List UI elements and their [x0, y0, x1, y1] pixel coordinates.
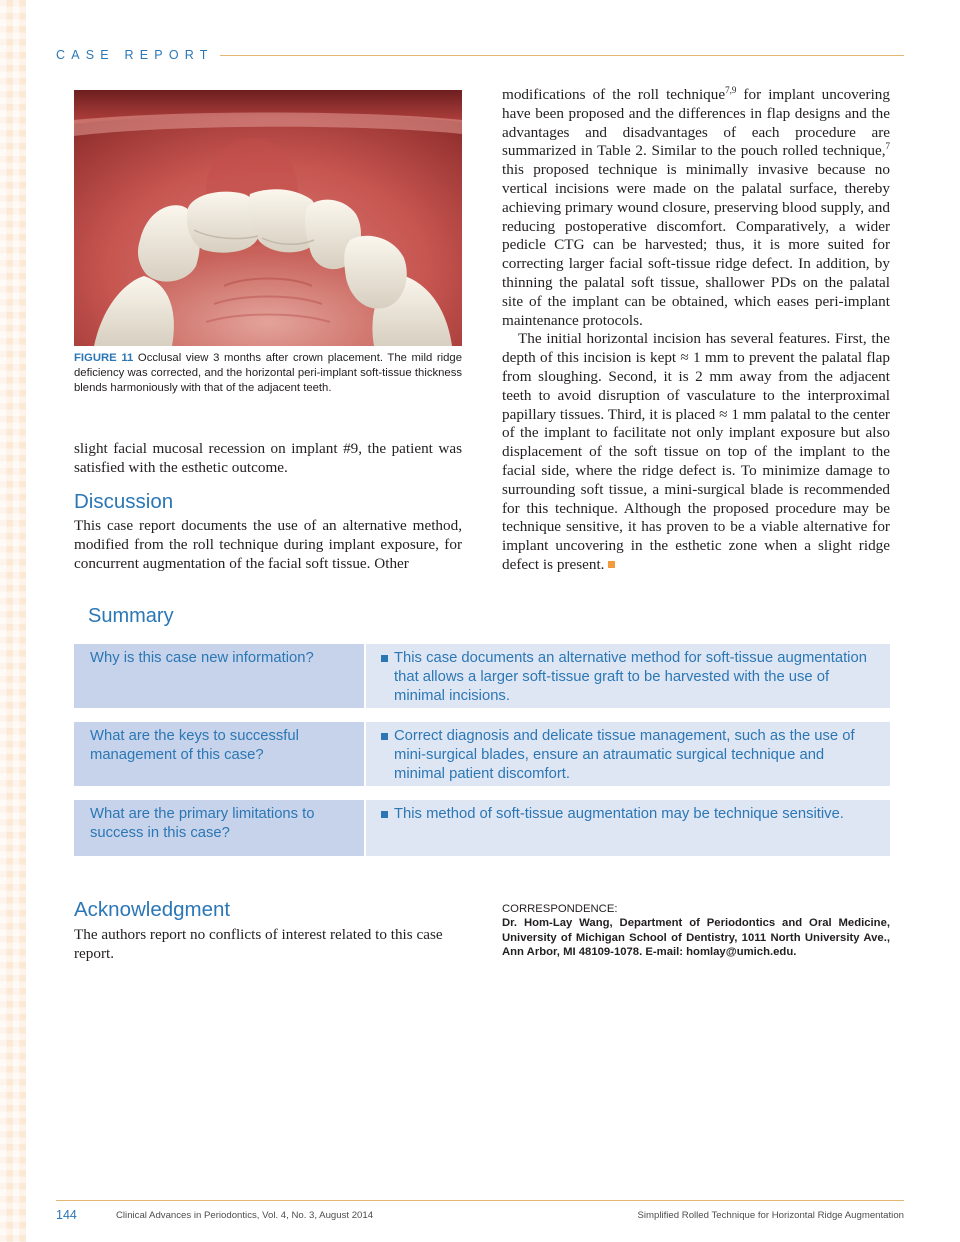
- right-column: [502, 86, 890, 575]
- summary-row: [74, 722, 890, 786]
- summary-answer: Correct diagnosis and delicate tissue management, such as the use of mini-surgical blades, ensure an atraumatic surgical technique and minimal patient discomfort.: [366, 722, 890, 786]
- acknowledgment-heading: Acknowledgment: [74, 898, 231, 921]
- bullet-square-icon: [381, 811, 388, 818]
- summary-heading: Summary: [88, 605, 174, 627]
- bullet-square-icon: [381, 655, 388, 662]
- summary-answer: This method of soft-tissue augmentation may be technique sensitive.: [366, 800, 890, 856]
- citation-ref: 7,9: [725, 84, 737, 95]
- figure-caption: [74, 351, 462, 396]
- running-footer-title: Simplified Rolled Technique for Horizontal Ridge Augmentation: [637, 1210, 904, 1221]
- figure-11-photo: [74, 90, 462, 346]
- correspondence-label: CORRESPONDENCE:: [502, 903, 618, 915]
- left-paragraph-2: This case report documents the use of an alternative method, modified from the roll technique during implant exposure, for concurrent augmentation of the facial soft tissue. Other: [74, 517, 462, 572]
- citation-ref: 7: [885, 141, 890, 152]
- bullet-square-icon: [381, 733, 388, 740]
- discussion-heading: Discussion: [74, 490, 174, 513]
- summary-question: Why is this case new information?: [74, 644, 364, 708]
- running-head: CASE REPORT: [56, 48, 214, 62]
- summary-question: What are the keys to successful management of this case?: [74, 722, 364, 786]
- figure-label: FIGURE 11: [74, 352, 134, 364]
- summary-question: What are the primary limitations to success in this case?: [74, 800, 364, 856]
- page-number: 144: [56, 1208, 77, 1222]
- correspondence-text: Dr. Hom-Lay Wang, Department of Periodontics and Oral Medicine, University of Michigan School of Dentistry, 1011 North University Ave., Ann Arbor, MI 48109-1078. E-mail: homlay@umich.edu.: [502, 917, 890, 958]
- acknowledgment-text: The authors report no conflicts of interest related to this case report.: [74, 926, 443, 962]
- journal-citation: Clinical Advances in Periodontics, Vol. 4, No. 3, August 2014: [116, 1210, 374, 1221]
- right-paragraph-2: The initial horizontal incision has several features. First, the depth of this incision is kept ≈ 1 mm to prevent the palatal flap from sloughing. Second, it is 2 mm away from the adjacent teeth to avoid disruption of vasculature to the interproximal papillary tissues. Third, it is placed ≈ 1 mm palatal to the center of the implant to facilitate not only implant exposure but also displacement of the soft tissue on top of the implant to the facial side, where the ridge defect is. To minimize damage to surrounding soft tissue, a mini-surgical blade is recommended for this technique. Although the proposed procedure may be technique sensitive, it has proven to be a viable alternative for implant uncovering in the esthetic zone when a slight ridge defect is present.: [502, 330, 890, 573]
- header-rule: [220, 55, 904, 56]
- summary-row: [74, 800, 890, 856]
- decorative-side-band: [0, 0, 26, 1242]
- summary-row: [74, 644, 890, 708]
- right-paragraph-1: modifications of the roll technique$^{7,9}$ for implant uncovering have been proposed and the differences in flap designs and the advantages and disadvantages of each procedure are summarized in Table 2. Similar to the pouch rolled technique,$^7$ this proposed technique is minimally invasive because no vertical incisions were made on the palatal surface, thereby achieving primary wound closure, preserving blood supply, and reducing postoperative discomfort. Comparatively, a wider pedicle CTG can be harvested; thus, it is more suited for correcting larger facial soft-tissue ridge defect. In addition, by thinning the palatal soft tissue, shallower PDs on the palatal site of the implant can be obtained, which eases peri-implant maintenance protocols.: [502, 84, 890, 329]
- footer-rule: [56, 1200, 904, 1201]
- summary-answer: This case documents an alternative method for soft-tissue augmentation that allows a larger soft-tissue graft to be harvested with the use of minimal incisions.: [366, 644, 890, 708]
- end-of-article-mark: [608, 561, 615, 568]
- figure-caption-text: Occlusal view 3 months after crown placement. The mild ridge deficiency was corrected, and the horizontal peri-implant soft-tissue thickness blends harmoniously with that of the adjacent teeth.: [74, 352, 462, 394]
- left-paragraph-1: slight facial mucosal recession on implant #9, the patient was satisfied with the esthetic outcome.: [74, 440, 462, 476]
